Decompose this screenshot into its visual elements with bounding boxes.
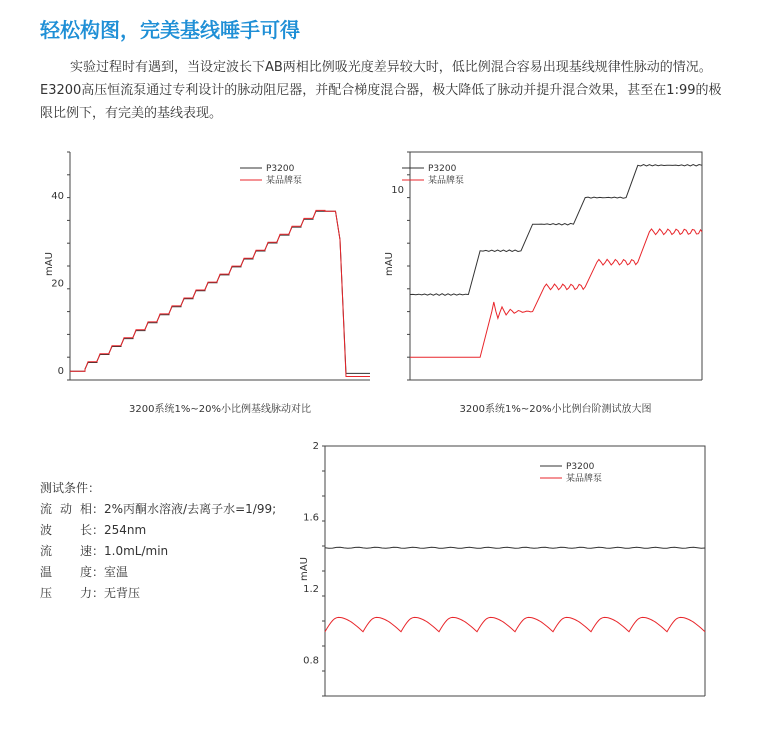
condition-row	[40, 541, 276, 562]
axis-line	[410, 152, 702, 380]
condition-separator: ：	[92, 523, 105, 537]
series-line-brand	[70, 210, 370, 376]
condition-value: 2%丙酮水溶液/去离子水=1/99;	[104, 502, 277, 516]
y-axis-label: mAU	[384, 252, 395, 276]
series-line-p3200	[70, 211, 370, 373]
y-tick-label: 1.2	[303, 583, 319, 595]
test-conditions	[40, 478, 276, 604]
legend-label: 某品牌泵	[266, 176, 303, 186]
axis-frame	[325, 446, 705, 696]
condition-value: 无背压	[104, 586, 141, 600]
chart-step-zoom	[380, 150, 710, 390]
condition-label: 流速	[40, 544, 92, 558]
condition-separator: ：	[92, 544, 105, 558]
axis-frame	[410, 152, 702, 380]
y-tick-label: 1.6	[303, 512, 319, 524]
condition-separator: ：	[92, 502, 105, 516]
conditions-heading: 测试条件：	[40, 481, 101, 495]
y-tick-label: 10	[391, 185, 404, 196]
condition-row	[40, 583, 276, 604]
y-axis-label: mAU	[299, 557, 310, 581]
legend-label: P3200	[428, 164, 457, 174]
y-tick-label: 0.8	[303, 655, 319, 667]
condition-row	[40, 562, 276, 583]
series-line-brand	[410, 229, 702, 357]
page-title: 轻松构图，完美基线唾手可得	[40, 18, 300, 42]
series-line-p3200	[325, 547, 705, 548]
chart-caption: 3200系统1%~20%小比例基线脉动对比	[129, 404, 311, 415]
series-line-brand	[325, 617, 705, 631]
y-tick-label: 2	[312, 441, 319, 452]
y-tick-label: 20	[51, 278, 64, 290]
condition-label: 压力	[40, 586, 92, 600]
condition-row	[40, 499, 276, 520]
legend-label: 某品牌泵	[566, 474, 603, 484]
chart-baseline-comparison	[40, 150, 375, 390]
chart-low-ratio-baseline	[290, 440, 710, 705]
chart-caption: 3200系统1%~20%小比例台阶测试放大图	[459, 404, 652, 415]
condition-row	[40, 520, 276, 541]
condition-value: 254nm	[104, 523, 147, 537]
legend-label: P3200	[266, 164, 295, 174]
condition-label: 温度	[40, 565, 92, 579]
condition-separator: ：	[92, 586, 105, 600]
legend-label: 某品牌泵	[428, 176, 465, 186]
legend-label: P3200	[566, 462, 595, 472]
condition-label: 波长	[40, 523, 92, 537]
y-axis-label: mAU	[44, 252, 55, 276]
axis-line	[325, 446, 705, 696]
condition-value: 1.0mL/min	[104, 544, 169, 558]
condition-label: 流动相	[40, 502, 92, 516]
condition-separator: ：	[92, 565, 105, 579]
intro-paragraph: 实验过程时有遇到，当设定波长下AB两相比例吸光度差异较大时，低比例混合容易出现基线规律性脉动的情况。E3200高压恒流泵通过专利设计的脉动阻尼器，并配合梯度混合器，极大降低了脉动并提升混合效果，甚至在1:99的极限比例下，有完美的基线表现。	[40, 60, 722, 121]
condition-value: 室温	[104, 565, 129, 579]
y-tick-label: 40	[51, 190, 64, 202]
y-tick-label: 0	[57, 366, 64, 378]
